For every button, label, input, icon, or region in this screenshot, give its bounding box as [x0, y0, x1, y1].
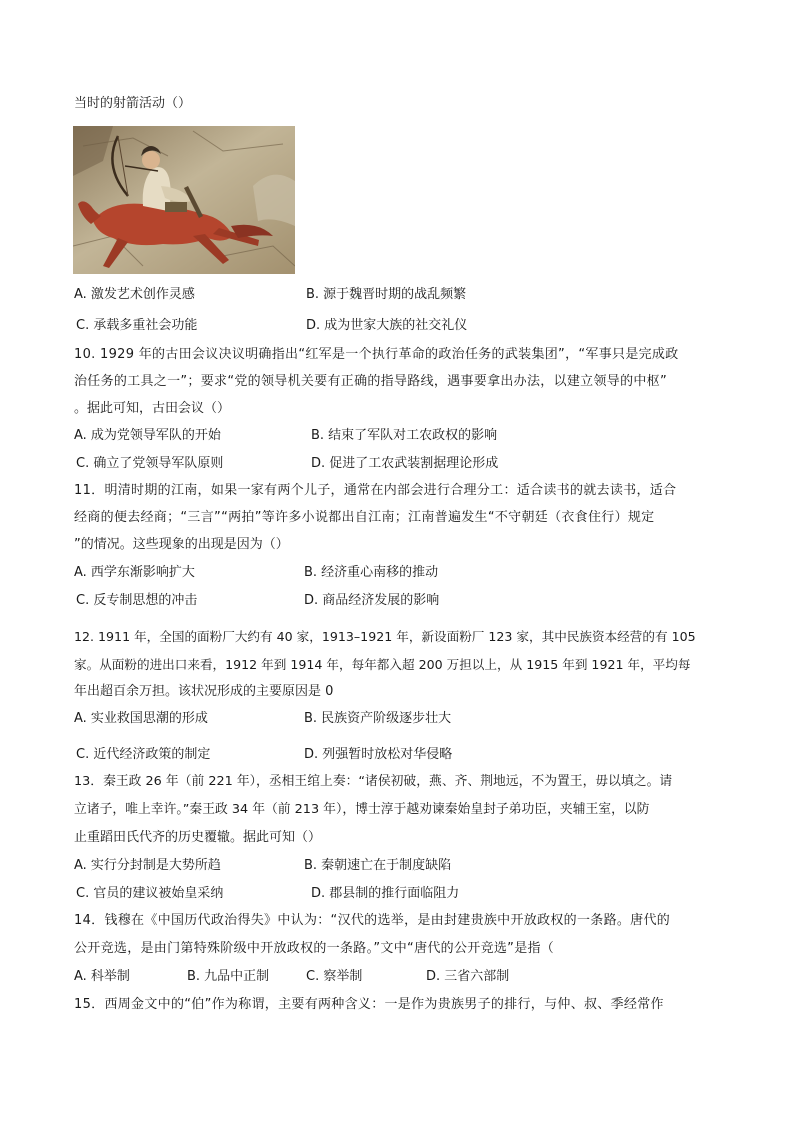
q12-option-a: A. 实业救国思潮的形成 — [74, 711, 208, 726]
q10-option-d: D. 促进了工农武装割据理论形成 — [311, 456, 499, 471]
q11-option-a: A. 西学东渐影响扩大 — [74, 565, 195, 580]
q12-option-b: B. 民族资产阶级逐步壮大 — [304, 711, 452, 726]
q10-option-a: A. 成为党领导军队的开始 — [74, 428, 221, 443]
q14-option-d: D. 三省六部制 — [426, 969, 510, 984]
q15-line-1: 15．西周金文中的“伯”作为称谓，主要有两种含义：一是作为贵族男子的排行，与仲、叔、季经常作 — [74, 997, 664, 1012]
q10-option-c: C. 确立了党领导军队原则 — [76, 456, 224, 471]
q9-option-b: B. 源于魏晋时期的战乱频繁 — [306, 287, 467, 302]
q10-option-b: B. 结束了军队对工农政权的影响 — [311, 428, 498, 443]
q9-option-a: A. 激发艺术创作灵感 — [74, 287, 195, 302]
q12-line-3: 年出超百余万担。该状况形成的主要原因是 0 — [74, 684, 334, 699]
q13-line-2: 立诸子，唯上幸许。”秦王政 34 年（前 213 年），博士淳于越劝谏秦始皇封子弟功臣，夹辅王室，以防 — [74, 802, 650, 817]
q12-option-d: D. 列强暂时放松对华侵略 — [304, 747, 453, 762]
q12-line-1: 12. 1911 年，全国的面粉厂大约有 40 家，1913–1921 年，新设面粉厂 123 家，其中民族资本经营的有 105 — [74, 629, 696, 644]
q11-option-c: C. 反专制思想的冲击 — [76, 593, 198, 608]
q11-line-1: 11．明清时期的江南，如果一家有两个儿子，通常在内部会进行合理分工：适合读书的就去读书，适合 — [74, 483, 677, 498]
q9-stem-end: 当时的射箭活动（） — [74, 96, 192, 111]
q10-line-1: 10. 1929 年的古田会议决议明确指出“红军是一个执行革命的政治任务的武装集团”，“军事只是完成政 — [74, 347, 679, 362]
q14-line-1: 14．钱穆在《中国历代政治得失》中认为：“汉代的选举，是由封建贵族中开放政权的一条路。唐代的 — [74, 913, 671, 928]
q13-option-b: B. 秦朝速亡在于制度缺陷 — [304, 858, 452, 873]
q12-line-2: 家。从面粉的进出口来看，1912 年到 1914 年，每年都入超 200 万担以上，从 1915 年到 1921 年，平均每 — [74, 657, 691, 672]
q13-option-c: C. 官员的建议被始皇采纳 — [76, 886, 224, 901]
q14-line-2: 公开竞选，是由门第特殊阶级中开放政权的一条路。”文中“唐代的公开竞选”是指（ — [74, 941, 555, 956]
q12-option-c: C. 近代经济政策的制定 — [76, 747, 211, 762]
q11-option-b: B. 经济重心南移的推动 — [304, 565, 439, 580]
q9-option-d: D. 成为世家大族的社交礼仪 — [306, 318, 468, 333]
q14-option-a: A. 科举制 — [74, 969, 130, 984]
mural-image-horseback-archer — [73, 126, 295, 274]
q11-line-2: 经商的便去经商；“三言”“两拍”等许多小说都出自江南；江南普遍发生“不守朝廷（衣食住行）规定 — [74, 510, 655, 525]
q10-line-2: 治任务的工具之一”；要求“党的领导机关要有正确的指导路线，遇事要拿出办法，以建立领导的中枢” — [74, 374, 668, 389]
q11-line-3: ”的情况。这些现象的出现是因为（） — [74, 537, 289, 552]
q13-option-a: A. 实行分封制是大势所趋 — [74, 858, 221, 873]
q13-line-3: 止重蹈田氏代齐的历史覆辙。据此可知（） — [74, 830, 322, 845]
mural-illustration-icon — [73, 126, 295, 274]
q11-option-d: D. 商品经济发展的影响 — [304, 593, 440, 608]
q9-option-c: C. 承载多重社会功能 — [76, 318, 198, 333]
q13-line-1: 13．秦王政 26 年（前 221 年），丞相王绾上奏：“诸侯初破，燕、齐、荆地远，不为置王，毋以填之。请 — [74, 774, 673, 789]
q14-option-b: B. 九品中正制 — [187, 969, 270, 984]
q10-line-3: 。据此可知，古田会议（） — [74, 401, 231, 416]
q14-option-c: C. 察举制 — [306, 969, 363, 984]
q13-option-d: D. 郡县制的推行面临阻力 — [311, 886, 460, 901]
